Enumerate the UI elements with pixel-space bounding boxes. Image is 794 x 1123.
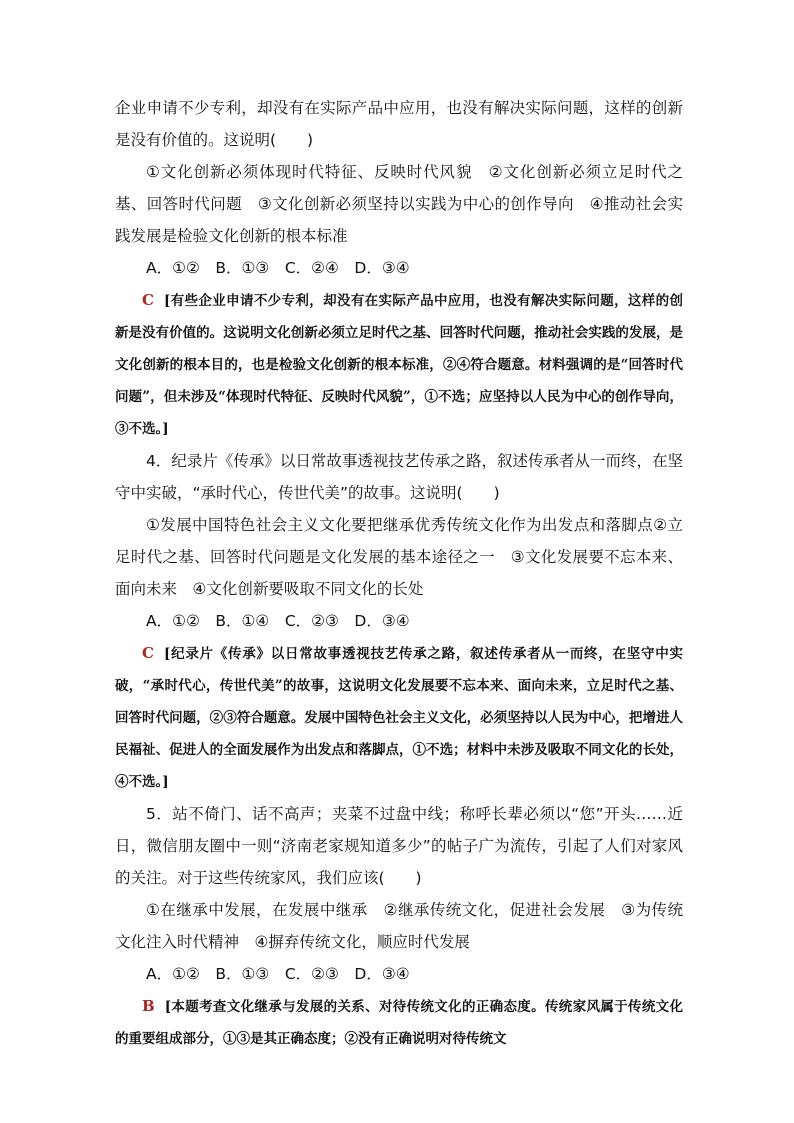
q3-stem: 企业申请不少专利，却没有在实际产品中应用，也没有解决实际问题，这样的创新是没有价值的。这说明( )	[115, 99, 683, 149]
q3-answer-letter: C	[142, 291, 154, 309]
q4-answer	[115, 637, 683, 798]
q4-stem: 4．纪录片《传承》以日常故事透视技艺传承之路，叙述传承者从一而终，在坚守中实破，“承时代心，传世代美”的故事。这说明( )	[115, 452, 683, 502]
q4-answer-letter: C	[142, 644, 154, 662]
q5-statements: ①在继承中发展，在发展中继承 ②继承传统文化，促进社会发展 ③为传统文化注入时代精神 ④摒弃传统文化，顺应时代发展	[115, 901, 683, 951]
q5-options: A．①② B．①③ C．②③ D．③④	[146, 965, 410, 983]
q5-stem: 5．站不倚门、话不高声；夹菜不过盘中线；称呼长辈必须以“您”开头……近日，微信朋友圈中一则“济南老家规知道多少”的帖子广为流传，引起了人们对家风的关注。对于这些传统家风，我们应该( )	[115, 805, 683, 887]
q3-explanation: [有些企业申请不少专利，却没有在实际产品中应用，也没有解决实际问题，这样的创新是没有价值的。这说明文化创新必须立足时代之基、回答时代问题，推动社会实践的发展，是文化创新的根本目的，也是检验文化创新的根本标准，②④符合题意。材料强调的是“回答时代问题”，但未涉及“体现时代特征、反映时代风貌”，①不选；应坚持以人民为中心的创作导向，③不选。]	[115, 293, 683, 437]
q4-explanation: [纪录片《传承》以日常故事透视技艺传承之路，叙述传承者从一而终，在坚守中实破，“承时代心，传世代美”的故事，这说明文化发展要不忘本来、面向未来，立足时代之基、回答时代问题，②③符合题意。发展中国特色社会主义文化，必须坚持以人民为中心，把增进人民福祉、促进人的全面发展作为出发点和落脚点，①不选；材料中未涉及吸取不同文化的长处，④不选。]	[115, 646, 683, 790]
q3-options: A．①② B．①③ C．②④ D．③④	[146, 259, 410, 277]
q3-statements: ①文化创新必须体现时代特征、反映时代风貌 ②文化创新必须立足时代之基、回答时代问题 ③文化创新必须坚持以实践为中心的创作导向 ④推动社会实践发展是检验文化创新的根本标准	[115, 163, 683, 245]
q5-answer-letter: B	[142, 997, 155, 1015]
q4-statements: ①发展中国特色社会主义文化要把继承优秀传统文化作为出发点和落脚点②立足时代之基、回答时代问题是文化发展的基本途径之一 ③文化发展要不忘本来、面向未来 ④文化创新要吸取不同文化的长处	[115, 516, 683, 598]
q5-answer	[115, 990, 683, 1055]
q3-answer	[115, 284, 683, 445]
q5-explanation: [本题考查文化继承与发展的关系、对待传统文化的正确态度。传统家风属于传统文化的重要组成部分，①③是其正确态度；②没有正确说明对待传统文	[115, 999, 683, 1047]
page-content	[115, 92, 683, 1055]
q4-options: A．①② B．①④ C．②③ D．③④	[146, 612, 410, 630]
